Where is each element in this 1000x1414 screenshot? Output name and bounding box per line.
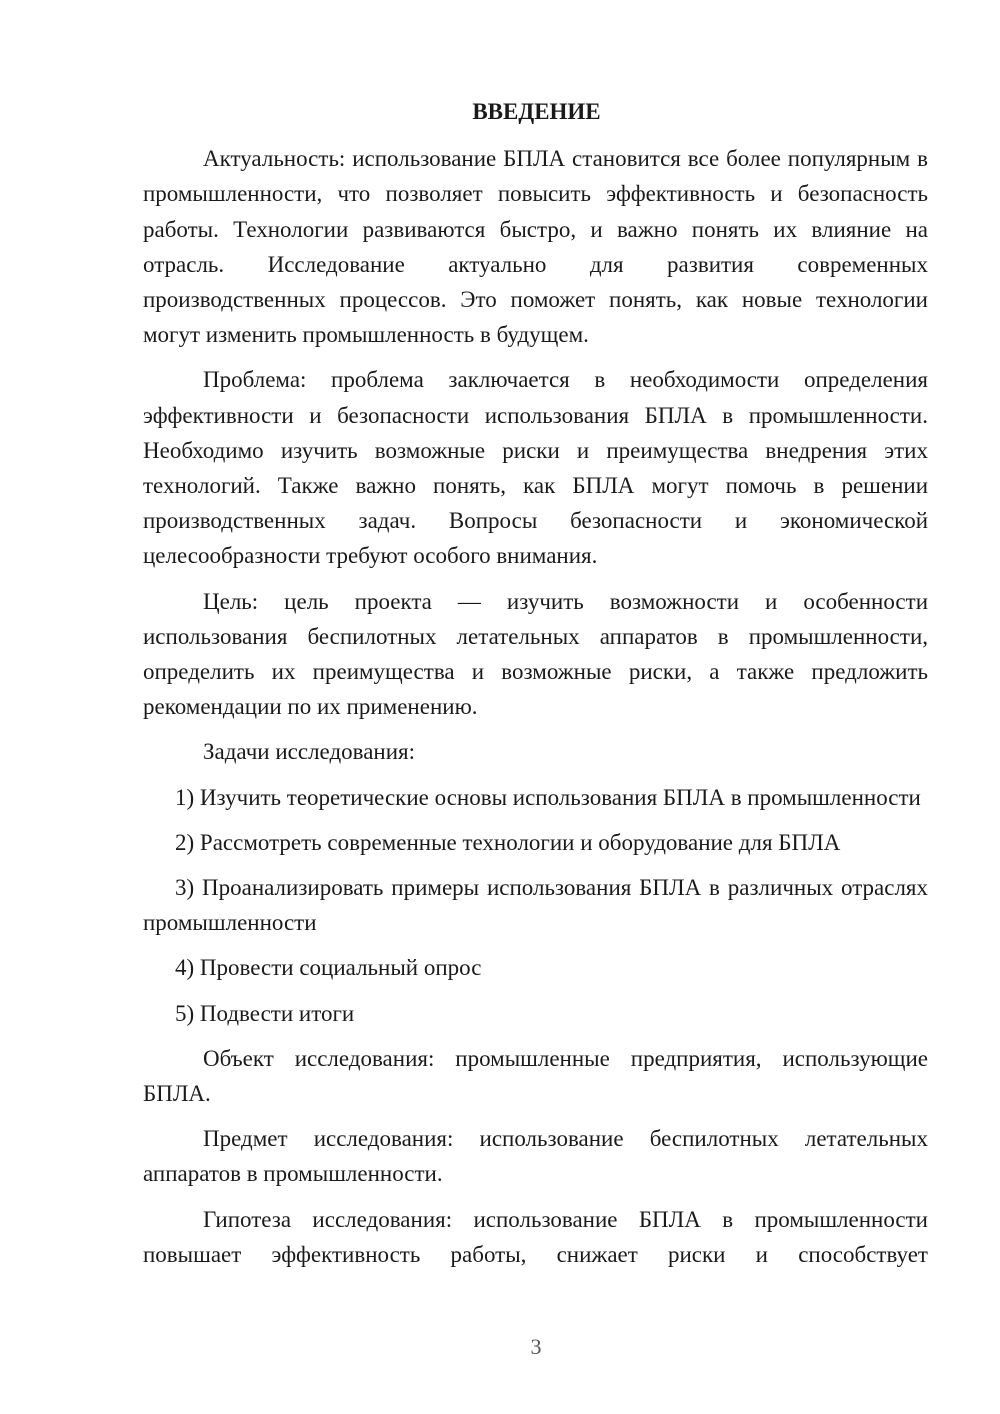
paragraph-object: Объект исследования: промышленные предприятия, использующие БПЛА. (143, 1045, 928, 1107)
paragraph-subject: Предмет исследования: использование беспилотных летательных аппаратов в промышленности. (143, 1126, 928, 1187)
paragraph-problem: Проблема: проблема заключается в необходимости определения эффективности и безопасности использования БПЛА в промышленности. Необходимо изучить возможные риски и преимущества внедрения этих технологий. Также важно понять, как БПЛА могут помочь в решении производственных задач. Вопросы безопасности и экономической целесообразности требуют особого внимания. (143, 367, 928, 569)
paragraph-hypothesis: Гипотеза исследования: использование БПЛА в промышленности повышает эффективность работы, снижает риски и способствует (143, 1206, 928, 1267)
task-item-2: 2) Рассмотреть современные технологии и оборудование для БПЛА (175, 829, 841, 855)
document-body (143, 94, 928, 1282)
task-item-4: 4) Провести социальный опрос (175, 955, 482, 981)
task-item-3: 3) Проанализировать примеры использования БПЛА в различных отраслях промышленности (143, 875, 928, 936)
page-number: 3 (530, 1334, 542, 1359)
task-item-5: 5) Подвести итоги (175, 1000, 355, 1026)
task-item-1: 1) Изучить теоретические основы использования БПЛА в промышленности (175, 784, 921, 810)
paragraph-relevance: Актуальность: использование БПЛА становится все более популярным в промышленности, что позволяет повысить эффективность и безопасность работы. Технологии развиваются быстро, и важно понять их влияние на отрасль. Исследование актуально для развития современных производственных процессов. Это поможет понять, как новые технологии могут изменить промышленность в будущем. (143, 146, 928, 348)
paragraph-goal: Цель: цель проекта — изучить возможности и особенности использования беспилотных летательных аппаратов в промышленности, определить их преимущества и возможные риски, а также предложить рекомендации по их применению. (143, 588, 928, 720)
page-title: ВВЕДЕНИЕ (472, 99, 601, 124)
paragraph-tasks-heading: Задачи исследования: (203, 739, 416, 765)
